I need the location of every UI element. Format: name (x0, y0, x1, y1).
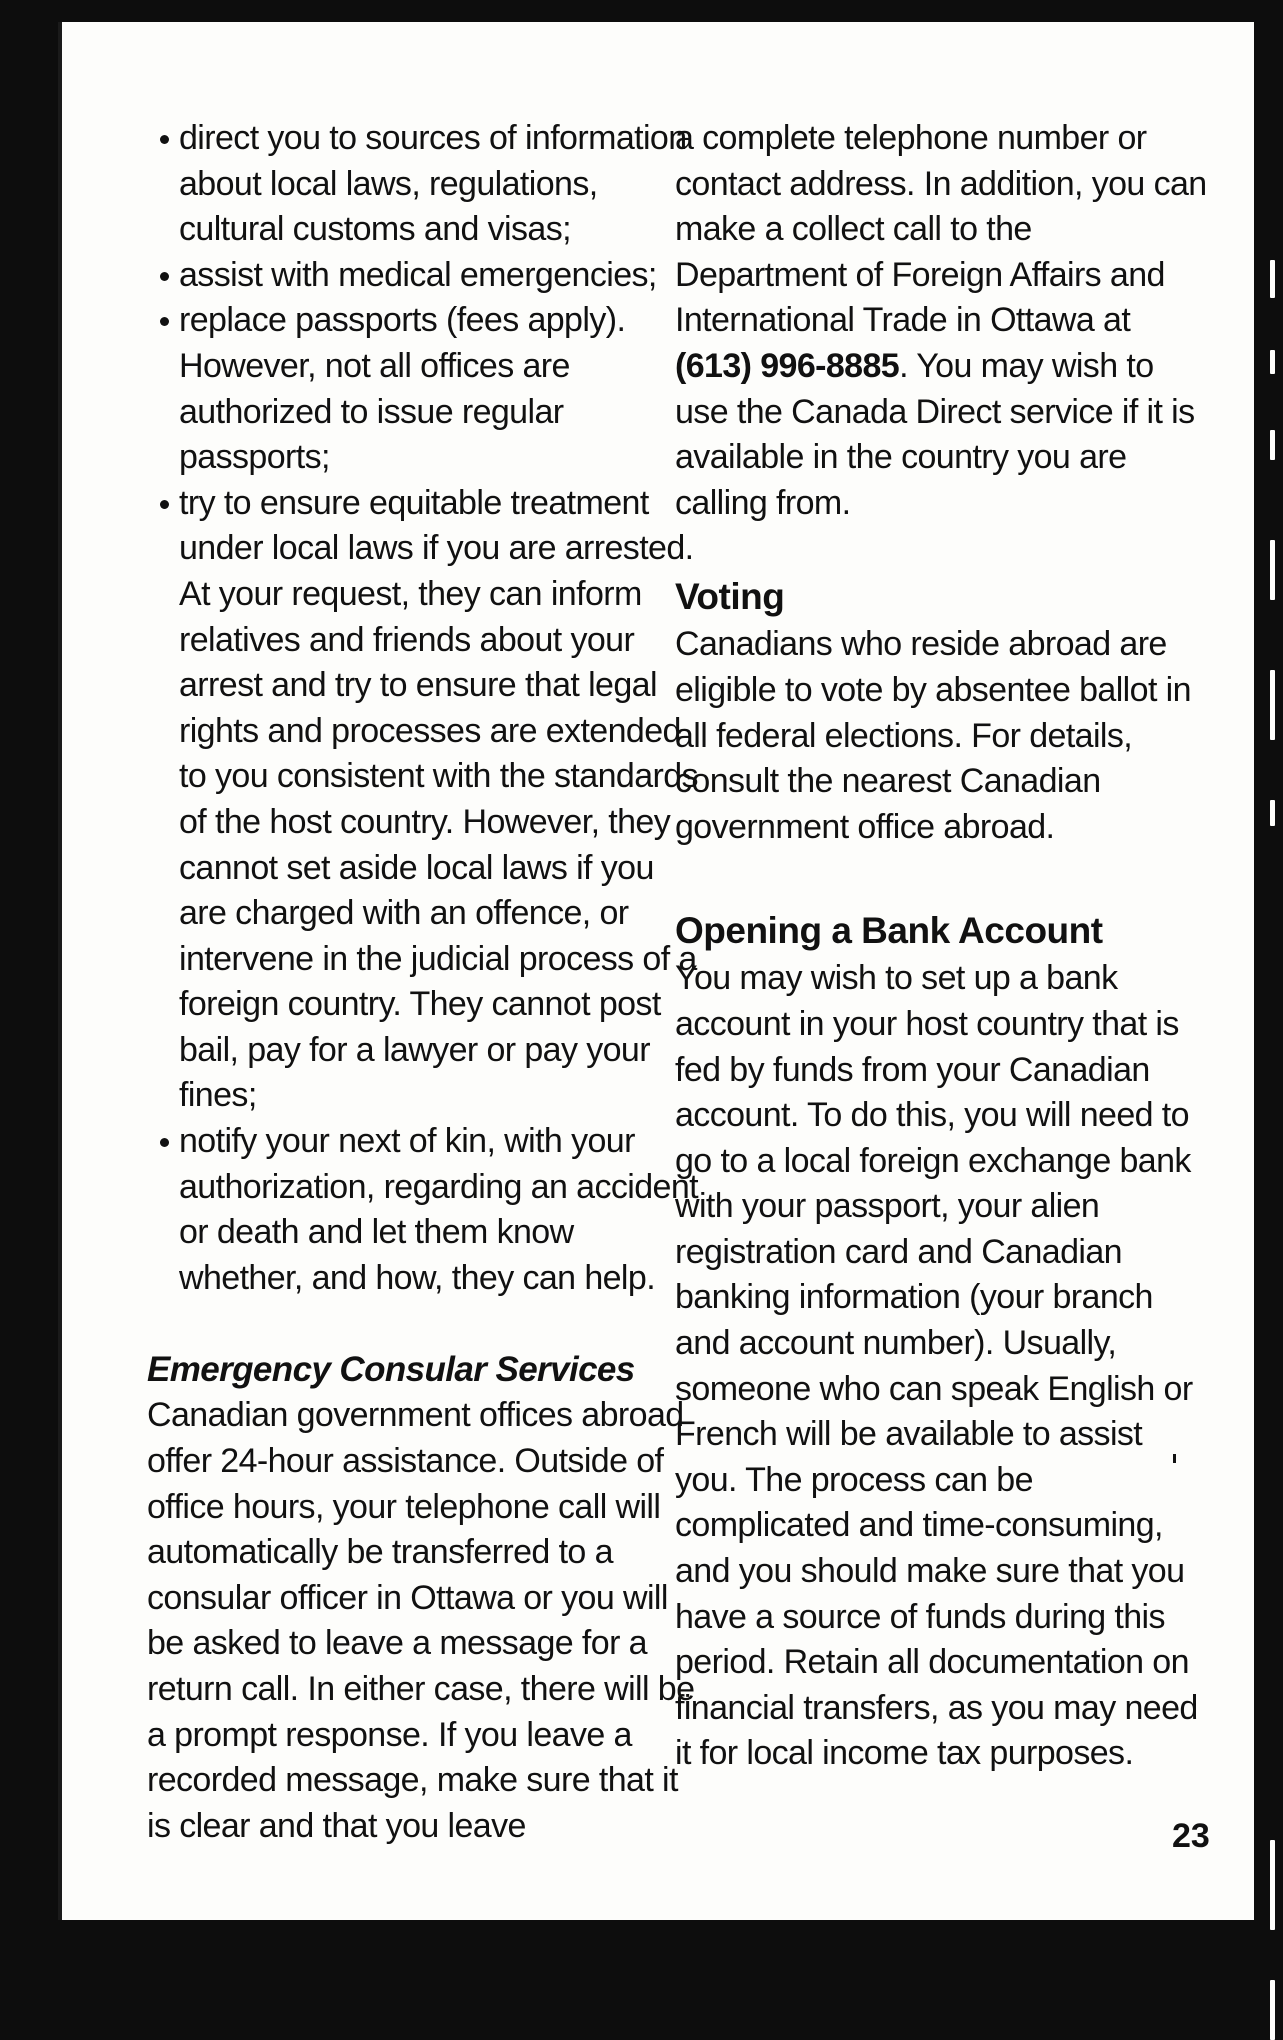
emergency-paragraph: Canadian government offices abroad offer 24-hour assistance. Outside of office hours, your telephone call will automatically be transferred to a consular officer in Ottawa or you will be asked to leave a message for a return call. In either case, there will be a prompt response. If you leave a recorded message, make sure that it is clear and that you leave (147, 1396, 695, 1845)
continuation-text-end: . You may wish to use the Canada Direct service if it is available in the country you are calling from. (675, 346, 1195, 522)
list-item: replace passports (fees apply). However, not all offices are authorized to issue regular passports; (159, 298, 702, 480)
bank-account-heading: Opening a Bank Account (675, 910, 1103, 952)
scan-edge-marks (1259, 240, 1281, 1940)
voting-heading: Voting (675, 576, 785, 618)
bank-account-paragraph: You may wish to set up a bank account in your host country that is fed by funds from your Canadian account. To do this, you will need to go to a local foreign exchange bank with your passport, your alien registration card and Canadian banking information (your branch and account number). Usually, someone who can speak English or French will be available to assist you. The process can be complicated and time-consuming, and you should make sure that you have a source of funds during this period. Retain all documentation on financial transfers, as you may need it for local income tax purposes. (675, 959, 1198, 1773)
services-list (159, 116, 702, 1301)
left-column (147, 116, 702, 1849)
emergency-heading: Emergency Consular Services (147, 1350, 635, 1390)
list-item: direct you to sources of information about local laws, regulations, cultural customs and visas; (159, 116, 702, 253)
document-page (62, 22, 1254, 1920)
continuation-paragraph (675, 116, 1210, 526)
page-number: 23 (1172, 1817, 1210, 1855)
list-item: assist with medical emergencies; (159, 253, 702, 299)
list-item: try to ensure equitable treatment under local laws if you are arrested. At your request, they can inform relatives and friends about your arrest and try to ensure that legal rights and processes are extended to you consistent with the standards of the host country. However, they cannot set aside local laws if you are charged with an offence, or intervene in the judicial process of a foreign country. They cannot post bail, pay for a lawyer or pay your fines; (159, 481, 702, 1119)
phone-number: (613) 996-8885 (675, 346, 900, 385)
voting-paragraph: Canadians who reside abroad are eligible to vote by absentee ballot in all federal elections. For details, consult the nearest Canadian government office abroad. (675, 625, 1191, 846)
right-column (675, 116, 1210, 1777)
continuation-text: a complete telephone number or contact address. In addition, you can make a collect call to the Department of Foreign Affairs and International Trade in Ottawa at (675, 119, 1207, 340)
list-item: notify your next of kin, with your authorization, regarding an accident or death and let them know whether, and how, they can help. (159, 1119, 702, 1301)
stray-mark (1173, 1454, 1176, 1463)
